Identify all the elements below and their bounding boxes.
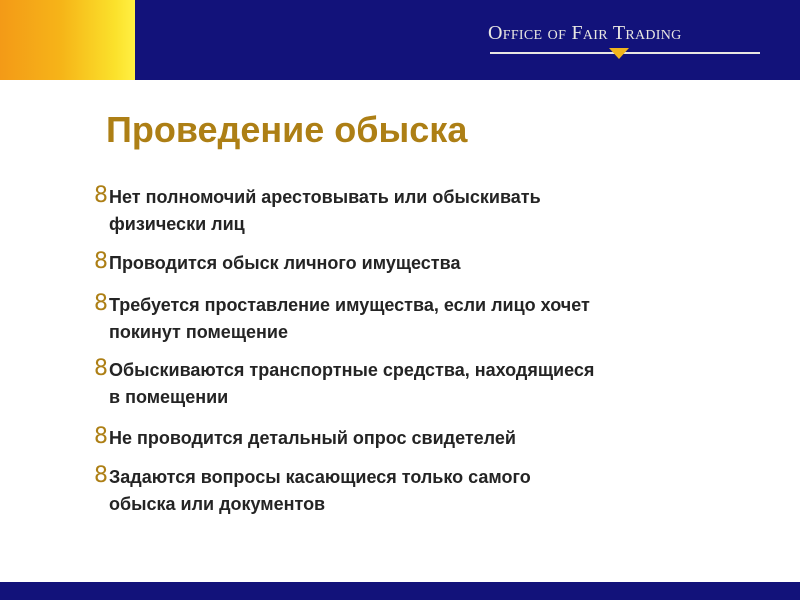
bullet-marker-icon: 8 bbox=[94, 249, 108, 274]
logo-text: Office of Fair Trading bbox=[488, 22, 682, 44]
bullet-marker-icon: 8 bbox=[94, 356, 108, 381]
bullet-line-2: физически лиц bbox=[109, 214, 245, 234]
bullet-text bbox=[109, 357, 729, 411]
bullet-line-1: Нет полномочий арестовывать или обыскивать bbox=[109, 187, 541, 207]
bullet-line-1: Не проводится детальный опрос свидетелей bbox=[109, 428, 516, 448]
slide-title: Проведение обыска bbox=[106, 109, 468, 150]
bullet-line-1: Задаются вопросы касающиеся только самого bbox=[109, 467, 531, 487]
bullet-line-2: обыска или документов bbox=[109, 494, 326, 514]
bullet-marker-icon: 8 bbox=[94, 424, 108, 449]
bullet-line-2: покинут помещение bbox=[109, 322, 288, 342]
bullet-text bbox=[109, 184, 729, 238]
bullet-text bbox=[109, 464, 729, 518]
bullet-line-1: Обыскиваются транспортные средства, находящиеся bbox=[109, 360, 595, 380]
bullet-line-2: в помещении bbox=[109, 387, 229, 407]
bullet-marker-icon: 8 bbox=[94, 183, 108, 208]
bullet-line-1: Проводится обыск личного имущества bbox=[109, 253, 461, 273]
bullet-marker-icon: 8 bbox=[94, 291, 108, 316]
footer-bar bbox=[0, 582, 800, 600]
bullet-line-1: Требуется проставление имущества, если лицо хочет bbox=[109, 295, 590, 315]
bullet-marker-icon: 8 bbox=[94, 463, 108, 488]
bullet-text bbox=[109, 425, 729, 452]
bullet-text bbox=[109, 292, 729, 346]
bullet-text bbox=[109, 250, 729, 277]
